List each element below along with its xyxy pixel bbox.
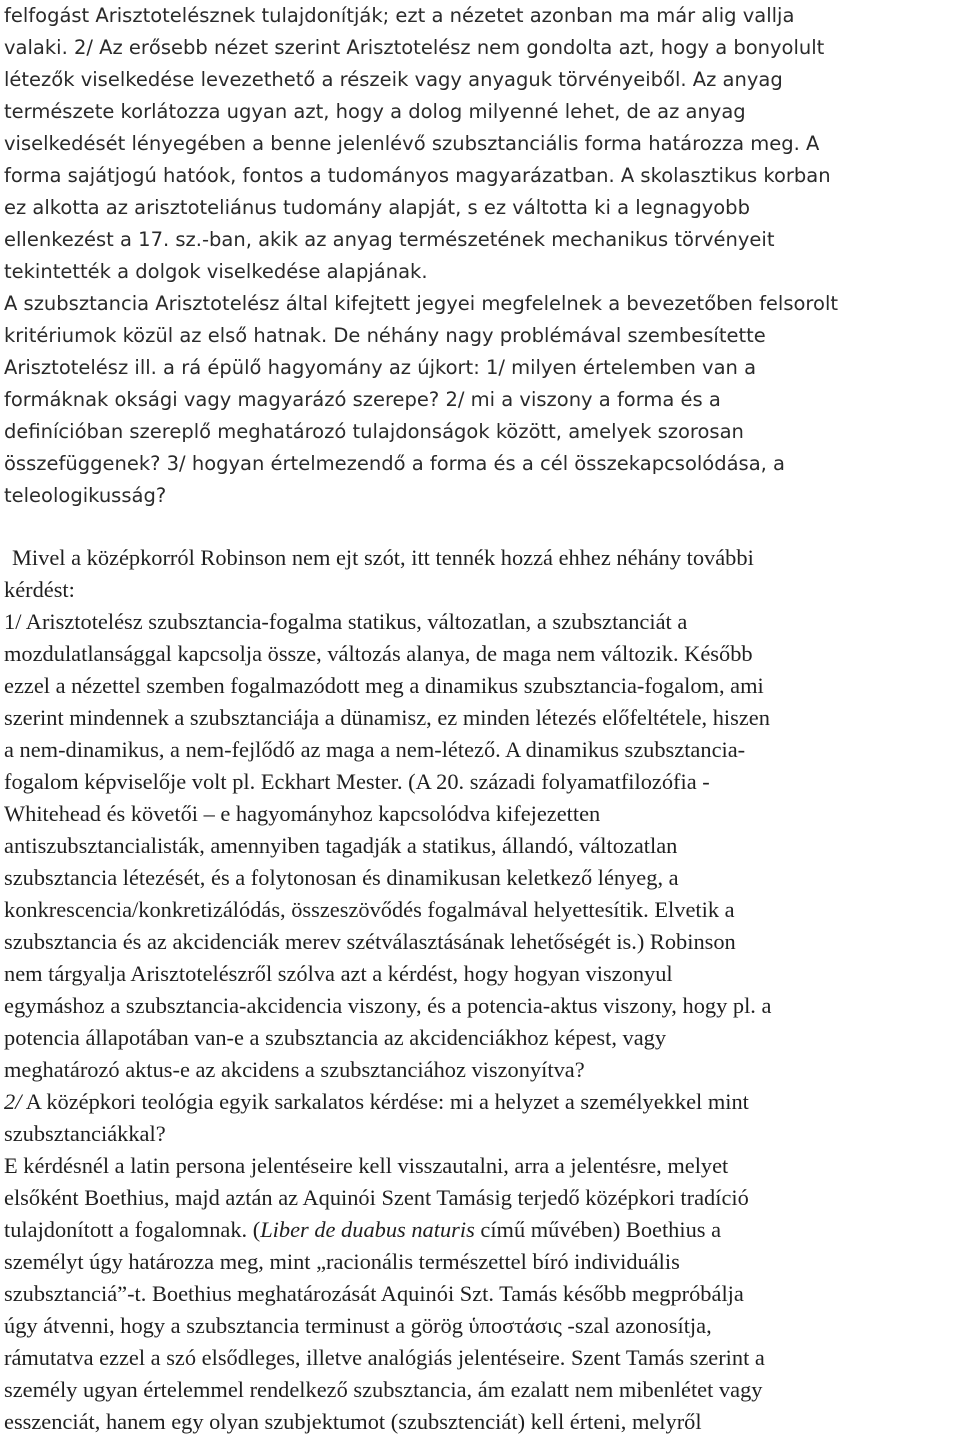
text-line: ez alkotta az arisztoteliánus tudomány alapját, s ez váltotta ki a legnagyobb xyxy=(4,196,750,219)
text-line: szerint mindennek a szubsztanciája a dünamisz, ez minden létezés előfeltétele, hiszen xyxy=(4,705,770,730)
text-line: 1/ Arisztotelész szubsztancia-fogalma statikus, változatlan, a szubsztanciát a xyxy=(4,609,688,634)
text-line: fogalom képviselője volt pl. Eckhart Mester. (A 20. századi folyamatfilozófia - xyxy=(4,769,710,794)
text-line: formáknak oksági vagy magyarázó szerepe? 2/ mi a viszony a forma és a xyxy=(4,388,721,411)
text-line: személyt úgy határozza meg, mint „racionális természettel bíró individuális xyxy=(4,1249,680,1274)
text-line: teleologikusság? xyxy=(4,484,167,507)
text-line: mozdulatlansággal kapcsolja össze, változás alanya, de maga nem változik. Később xyxy=(4,641,753,666)
text-line xyxy=(4,1086,954,1118)
text-line: konkrescencia/konkretizálódás, összeszövődés fogalmával helyettesítik. Elvetik a xyxy=(4,897,735,922)
text-span: A középkori teológia egyik sarkalatos kérdése: mi a helyzet a személyekkel mint xyxy=(21,1089,749,1114)
text-line: nem tárgyalja Arisztotelészről szólva azt a kérdést, hogy hogyan viszonyul xyxy=(4,961,673,986)
text-line: E kérdésnél a latin persona jelentéseire kell visszautalni, arra a jelentésre, melyet xyxy=(4,1153,729,1178)
text-line: valaki. 2/ Az erősebb nézet szerint Arisztotelész nem gondolta azt, hogy a bonyolult xyxy=(4,36,825,59)
text-line: forma sajátjogú hatóok, fontos a tudományos magyarázatban. A skolasztikus korban xyxy=(4,164,831,187)
text-line: személy ugyan értelemmel rendelkező szubsztancia, ám ezalatt nem mibenlétet vagy xyxy=(4,1377,763,1402)
text-line: ellenkezést a 17. sz.-ban, akik az anyag természetének mechanikus törvényeit xyxy=(4,228,775,251)
text-line: potencia állapotában van-e a szubsztancia az akcidenciákhoz képest, vagy xyxy=(4,1025,667,1050)
text-line: a nem-dinamikus, a nem-fejlődő az maga a nem-létező. A dinamikus szubsztancia- xyxy=(4,737,746,762)
text-line xyxy=(4,1214,954,1246)
text-line: természete korlátozza ugyan azt, hogy a dolog milyenné lehet, de az anyag xyxy=(4,100,746,123)
text-line: esszenciát, hanem egy olyan szubjektumot (szubsztenciát) kell érteni, melyről xyxy=(4,1409,702,1434)
text-line: felfogást Arisztotelésznek tulajdonítják; ezt a nézetet azonban ma már alig vallja xyxy=(4,4,795,27)
text-span: tulajdonított a fogalomnak. ( xyxy=(4,1217,261,1242)
text-line: létezők viselkedése levezethető a részeik vagy anyaguk törvényeiből. Az anyag xyxy=(4,68,783,91)
text-line: szubsztancia és az akcidenciák merev szétválasztásának lehetőségét is.) Robinson xyxy=(4,929,736,954)
paragraph-1 xyxy=(4,0,954,288)
text-line: szubsztanciákkal? xyxy=(4,1121,166,1146)
text-line: elsőként Boethius, majd aztán az Aquinói Szent Tamásig terjedő középkori tradíció xyxy=(4,1185,749,1210)
work-title: Liber de duabus naturis xyxy=(260,1217,475,1242)
text-line: úgy átvenni, hogy a szubsztancia terminust a görög ὑποστάσις -szal azonosítja, xyxy=(4,1313,712,1338)
text-line: Mivel a középkorról Robinson nem ejt szót, itt tennék hozzá ehhez néhány további xyxy=(12,545,754,570)
item-number: 2/ xyxy=(4,1089,22,1114)
text-line: szubsztanciá”-t. Boethius meghatározását Aquinói Szt. Tamás később megpróbálja xyxy=(4,1281,744,1306)
paragraph-3 xyxy=(4,542,954,1086)
paragraph-gap xyxy=(4,512,954,542)
text-line: kritériumok közül az első hatnak. De néhány nagy problémával szembesítette xyxy=(4,324,766,347)
text-line: szubsztancia létezését, és a folytonosan és dinamikusan keletkező lényeg, a xyxy=(4,865,679,890)
text-span: című művében) Boethius a xyxy=(474,1217,722,1242)
text-line: antiszubsztancialisták, amennyiben tagadják a statikus, állandó, változatlan xyxy=(4,833,678,858)
text-line: A szubsztancia Arisztotelész által kifejtett jegyei megfelelnek a bevezetőben felsorolt xyxy=(4,292,839,315)
text-line: tekintették a dolgok viselkedése alapjának. xyxy=(4,260,428,283)
text-line: egymáshoz a szubsztancia-akcidencia viszony, és a potencia-aktus viszony, hogy pl. a xyxy=(4,993,772,1018)
text-line: ezzel a nézettel szemben fogalmazódott meg a dinamikus szubsztancia-fogalom, ami xyxy=(4,673,764,698)
text-line: meghatározó aktus-e az akcidens a szubsztanciához viszonyítva? xyxy=(4,1057,585,1082)
text-line: viselkedését lényegében a benne jelenlévő szubsztanciális forma határozza meg. A xyxy=(4,132,820,155)
paragraph-2 xyxy=(4,288,954,512)
text-line: Arisztotelész ill. a rá épülő hagyomány az újkort: 1/ milyen értelemben van a xyxy=(4,356,757,379)
text-line: összefüggenek? 3/ hogyan értelmezendő a forma és a cél összekapcsolódása, a xyxy=(4,452,786,475)
text-line: kérdést: xyxy=(4,577,75,602)
text-line: Whitehead és követői – e hagyományhoz kapcsolódva kifejezetten xyxy=(4,801,601,826)
text-line: rámutatva ezzel a szó elsődleges, illetve analógiás jelentéseire. Szent Tamás szerint a xyxy=(4,1345,765,1370)
text-line: definícióban szereplő meghatározó tulajdonságok között, amelyek szorosan xyxy=(4,420,744,443)
paragraph-4 xyxy=(4,1086,954,1438)
